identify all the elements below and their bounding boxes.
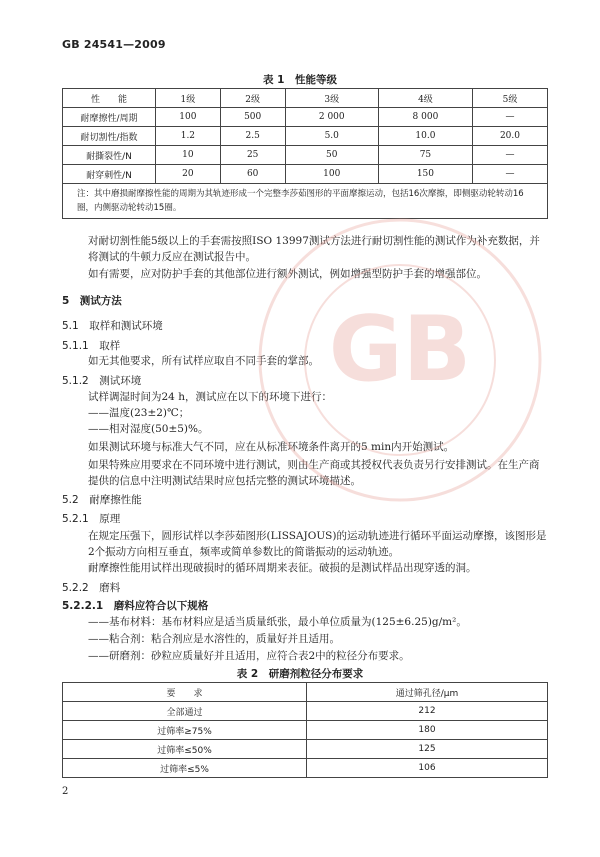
table-cell: 全部通过 — [63, 702, 307, 721]
table-row — [63, 165, 548, 184]
list-item: ——温度(23±2)℃； — [88, 407, 190, 419]
table-header-cell: 4级 — [378, 89, 472, 108]
table-cell: 100 — [285, 165, 378, 184]
list-item: ——粘合剂：粘合剂应是水溶性的，质量好并且适用。 — [88, 633, 340, 645]
section-heading: 5.2 耐摩擦性能 — [62, 494, 142, 506]
table-cell: 过筛率≤50% — [63, 740, 307, 759]
table-cell: 60 — [220, 165, 285, 184]
list-item: ——基布材料：基布材料应是适当质量纸张，最小单位质量为(125±6.25)g/m²。 — [88, 616, 467, 628]
table-cell: 20.0 — [472, 127, 547, 146]
list-item: ——研磨剂：砂粒应质量好并且适用，应符合表2中的粒径分布要求。 — [88, 650, 410, 662]
table-row — [63, 759, 548, 778]
table-cell: 耐切割性/指数 — [63, 127, 156, 146]
table-header-row — [63, 683, 548, 702]
table-header-row — [63, 89, 548, 108]
table-cell: 180 — [307, 721, 548, 740]
table-cell: 1.2 — [156, 127, 221, 146]
table-header-cell: 1级 — [156, 89, 221, 108]
paragraph: 如无其他要求，所有试样应取自不同手套的掌部。 — [88, 355, 319, 367]
section-heading: 5.2.1 原理 — [62, 513, 121, 525]
table-cell: 2 000 — [285, 108, 378, 127]
table-row — [63, 146, 548, 165]
section-heading: 5 测试方法 — [62, 295, 122, 307]
table-cell: 106 — [307, 759, 548, 778]
table2-caption: 表 2 研磨剂粒径分布要求 — [236, 668, 364, 680]
standard-header: GB 24541—2009 — [62, 38, 166, 51]
table-row — [63, 721, 548, 740]
table-cell: 过筛率≤5% — [63, 759, 307, 778]
table-row — [63, 127, 548, 146]
table-cell: 2.5 — [220, 127, 285, 146]
list-item: ——相对湿度(50±5)%。 — [88, 423, 209, 435]
table1-caption: 表 1 性能等级 — [263, 74, 337, 86]
section-heading: 5.1.1 取样 — [62, 340, 121, 352]
paragraph: 耐摩擦性能用试样出现破损时的循环周期来表征。破损的是测试样品出现穿透的洞。 — [88, 562, 477, 574]
table-note: 注：其中磨损耐摩擦性能的周期为其轨迹形成一个完整李莎茹图形的平面摩擦运动，包括16次摩擦，即侧驱动轮转动16圈，内侧驱动轮转动15圈。 — [63, 184, 548, 219]
table-cell: 500 — [220, 108, 285, 127]
page-number: 2 — [62, 786, 69, 797]
table-row — [63, 740, 548, 759]
table-header-cell: 5级 — [472, 89, 547, 108]
particle-size-table — [62, 682, 548, 778]
paragraph: 试样调湿时间为24 h，测试应在以下的环境下进行： — [88, 391, 332, 403]
table-cell: — — [472, 165, 547, 184]
section-heading: 5.1 取样和测试环境 — [62, 320, 163, 332]
table-cell: 耐穿刺性/N — [63, 165, 156, 184]
paragraph: 如果测试环境与标准大气不同，应在从标准环境条件离开的5 min内开始测试。 — [88, 441, 455, 453]
table-cell: 20 — [156, 165, 221, 184]
paragraph: 对耐切割性能5级以上的手套需按照ISO 13997测试方法进行耐切割性能的测试作为补充数据，并将测试的牛顿力反应在测试报告中。 — [88, 235, 540, 263]
table-row — [63, 702, 548, 721]
table-cell: 5.0 — [285, 127, 378, 146]
performance-table — [62, 88, 548, 219]
table-cell: — — [472, 108, 547, 127]
table-cell: 10.0 — [378, 127, 472, 146]
svg-text:GB: GB — [328, 297, 472, 402]
paragraph: 如有需要，应对防护手套的其他部位进行额外测试，例如增强型防护手套的增强部位。 — [88, 268, 487, 280]
table-cell: 50 — [285, 146, 378, 165]
paragraph: 在规定压强下，圆形试样以李莎茹图形(LISSAJOUS)的运动轨迹进行循环平面运动摩擦，该图形是2个振动方向相互垂直，频率或简单参数比的简谐振动的运动轨迹。 — [88, 530, 547, 558]
table-header-cell: 性 能 — [63, 89, 156, 108]
table-cell: — — [472, 146, 547, 165]
table-row — [63, 108, 548, 127]
table-cell: 8 000 — [378, 108, 472, 127]
table-note-row — [63, 184, 548, 219]
table-header-cell: 2级 — [220, 89, 285, 108]
table-header-cell: 3级 — [285, 89, 378, 108]
table-cell: 25 — [220, 146, 285, 165]
table-cell: 10 — [156, 146, 221, 165]
table-cell: 75 — [378, 146, 472, 165]
table-cell: 耐摩擦性/周期 — [63, 108, 156, 127]
section-heading: 5.2.2.1 磨料应符合以下规格 — [62, 600, 209, 612]
table-cell: 100 — [156, 108, 221, 127]
table-cell: 125 — [307, 740, 548, 759]
paragraph: 如果特殊应用要求在不同环境中进行测试，则由生产商或其授权代表负责另行安排测试。在生产商提供的信息中注明测试结果时应包括完整的测试环境描述。 — [88, 459, 540, 487]
table-header-cell: 通过筛孔径/μm — [307, 683, 548, 702]
table-cell: 212 — [307, 702, 548, 721]
table-cell: 耐撕裂性/N — [63, 146, 156, 165]
table-cell: 过筛率≥75% — [63, 721, 307, 740]
table-cell: 150 — [378, 165, 472, 184]
section-heading: 5.1.2 测试环境 — [62, 375, 142, 387]
table-header-cell: 要 求 — [63, 683, 307, 702]
section-heading: 5.2.2 磨料 — [62, 582, 121, 594]
